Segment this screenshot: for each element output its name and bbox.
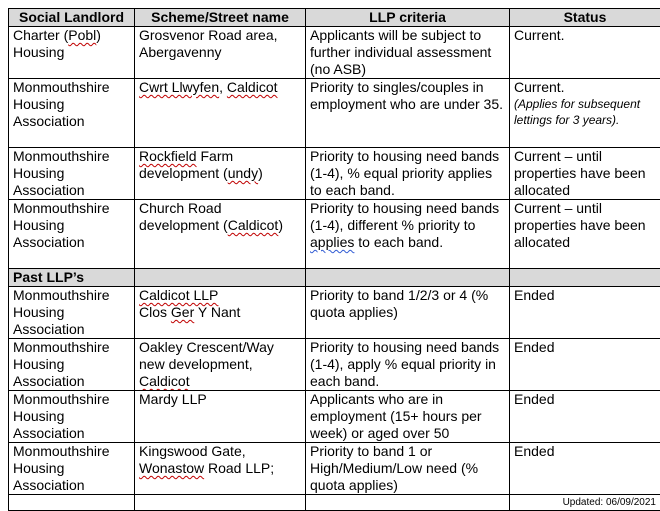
section-label: Past LLP’s [9, 269, 135, 287]
updated-date: Updated: 06/09/2021 [510, 495, 660, 511]
header-llp-criteria: LLP criteria [306, 9, 510, 27]
table-row [9, 391, 660, 443]
criteria-cell: Priority to housing need bands (1-4), % equal priority applies to each band. [306, 148, 510, 200]
scheme-cell: Mardy LLP [135, 391, 306, 443]
scheme-cell: Oakley Crescent/Way new development, Caldicot [135, 339, 306, 391]
criteria-cell: Priority to band 1 or High/Medium/Low need (% quota applies) [306, 443, 510, 495]
scheme-cell: Cwrt Llwyfen, Caldicot [135, 79, 306, 148]
table-row [9, 443, 660, 495]
table-row [9, 79, 660, 148]
scheme-cell: Rockfield Farm development (undy) [135, 148, 306, 200]
status-cell: Current – until properties have been allocated [510, 148, 660, 200]
scheme-cell: Church Road development (Caldicot) [135, 200, 306, 269]
scheme-cell: Grosvenor Road area, Abergavenny [135, 27, 306, 79]
landlord-cell: Monmouthshire Housing Association [9, 200, 135, 269]
status-note: (Applies for subsequent lettings for 3 years). [514, 97, 641, 127]
criteria-cell: Priority to housing need bands (1-4), different % priority to applies to each band. [306, 200, 510, 269]
status-cell: Ended [510, 443, 660, 495]
scheme-cell: Kingswood Gate, Wonastow Road LLP; [135, 443, 306, 495]
landlord-cell: Monmouthshire Housing Association [9, 443, 135, 495]
status-cell: Current – until properties have been allocated [510, 200, 660, 269]
landlord-cell: Monmouthshire Housing Association [9, 79, 135, 148]
table-row [9, 287, 660, 339]
status-cell: Ended [510, 339, 660, 391]
header-status: Status [510, 9, 660, 27]
table-row [9, 148, 660, 200]
criteria-cell: Applicants who are in employment (15+ hours per week) or aged over 50 [306, 391, 510, 443]
header-scheme-street-name: Scheme/Street name [135, 9, 306, 27]
landlord-cell: Monmouthshire Housing Association [9, 287, 135, 339]
landlord-cell: Charter (Pobl) Housing [9, 27, 135, 79]
criteria-cell: Applicants will be subject to further individual assessment (no ASB) [306, 27, 510, 79]
criteria-cell: Priority to housing need bands (1-4), apply % equal priority in each band. [306, 339, 510, 391]
footer-row [9, 495, 660, 511]
table-row [9, 339, 660, 391]
table-row [9, 200, 660, 269]
status-cell: Current. [510, 27, 660, 79]
status-cell: Ended [510, 287, 660, 339]
header-social-landlord: Social Landlord [9, 9, 135, 27]
section-row [9, 269, 660, 287]
table-row [9, 27, 660, 79]
llp-table [8, 8, 660, 511]
status-cell: Current. (Applies for subsequent lettings for 3 years). [510, 79, 660, 148]
criteria-cell: Priority to singles/couples in employment who are under 35. [306, 79, 510, 148]
status-cell: Ended [510, 391, 660, 443]
scheme-cell: Caldicot LLP Clos Ger Y Nant [135, 287, 306, 339]
header-row [9, 9, 660, 27]
landlord-cell: Monmouthshire Housing Association [9, 148, 135, 200]
landlord-cell: Monmouthshire Housing Association [9, 339, 135, 391]
criteria-cell: Priority to band 1/2/3 or 4 (% quota applies) [306, 287, 510, 339]
landlord-cell: Monmouthshire Housing Association [9, 391, 135, 443]
